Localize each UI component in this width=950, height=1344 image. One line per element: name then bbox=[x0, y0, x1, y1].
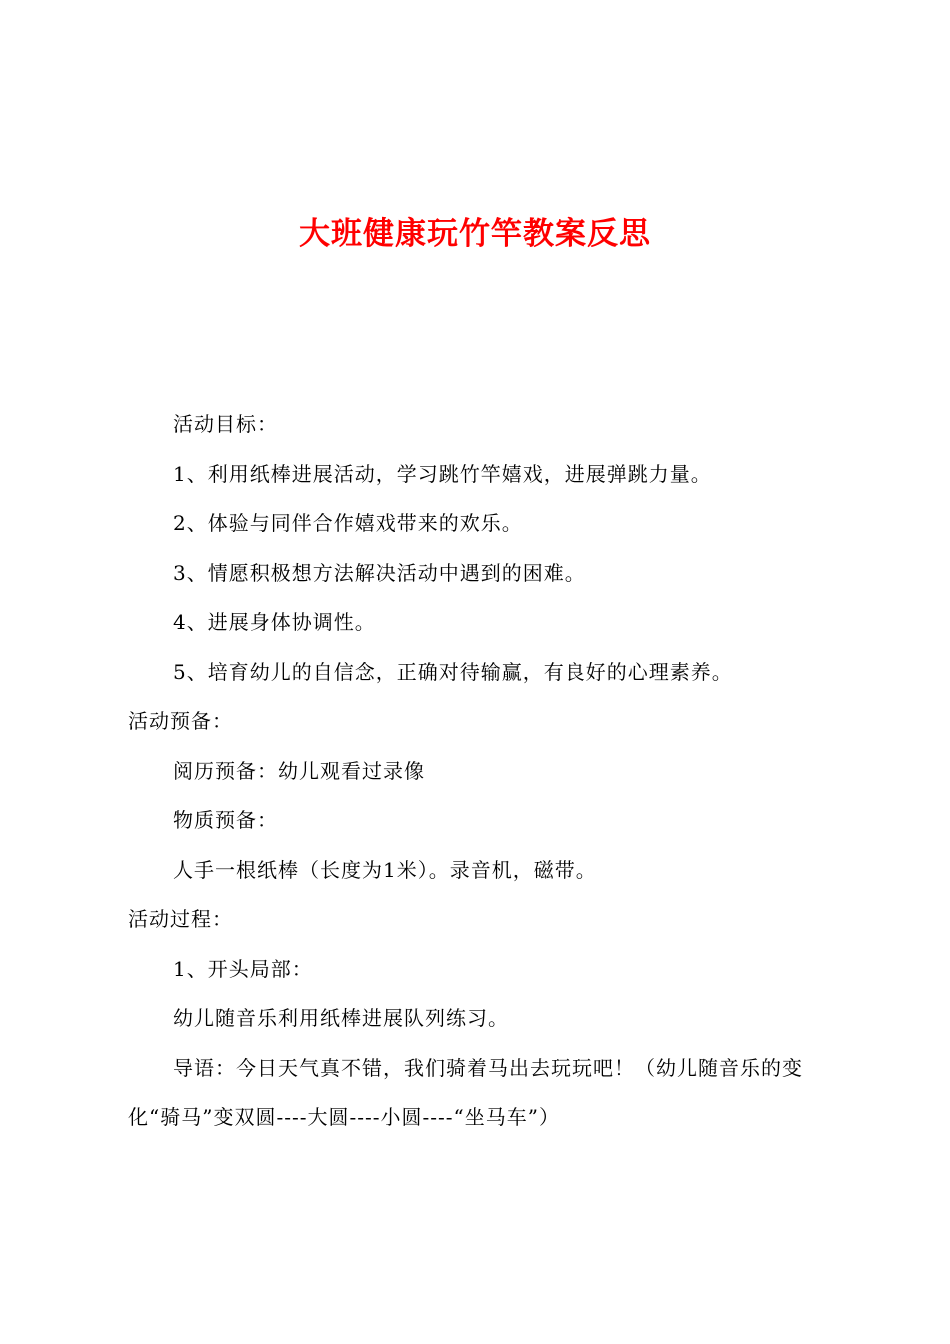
document-title: 大班健康玩竹竿教案反思 bbox=[299, 216, 651, 252]
paragraph-goal-2: 2、体验与同伴合作嬉戏带来的欢乐。 bbox=[173, 511, 523, 535]
paragraph-experience-preparation: 阅历预备：幼儿观看过录像 bbox=[173, 758, 425, 783]
paragraph-goal-4: 4、进展身体协调性。 bbox=[173, 610, 376, 634]
paragraph-process-heading: 活动过程： bbox=[128, 907, 233, 931]
paragraph-introduction: 导语：今日天气真不错，我们骑着马出去玩玩吧！（幼儿随音乐的变化“骑马”变双圆----大圆----小圆----“坐马车”） bbox=[128, 1055, 803, 1129]
paragraph-queue-practice: 幼儿随音乐利用纸棒进展队列练习。 bbox=[173, 1006, 509, 1030]
document-body bbox=[128, 400, 848, 1143]
paragraph-materials-list: 人手一根纸棒（长度为1米）。录音机，磁带。 bbox=[173, 857, 597, 882]
paragraph-opening-part: 1、开头局部： bbox=[173, 956, 313, 981]
paragraph-activity-goals-heading: 活动目标： bbox=[173, 412, 278, 436]
paragraph-goal-3: 3、情愿积极想方法解决活动中遇到的困难。 bbox=[173, 560, 586, 585]
paragraph-material-preparation: 物质预备： bbox=[173, 808, 278, 832]
paragraph-goal-5: 5、培育幼儿的自信念，正确对待输赢，有良好的心理素养。 bbox=[173, 659, 733, 684]
paragraph-goal-1: 1、利用纸棒进展活动，学习跳竹竿嬉戏，进展弹跳力量。 bbox=[173, 461, 712, 486]
paragraph-preparation-heading: 活动预备： bbox=[128, 709, 233, 733]
